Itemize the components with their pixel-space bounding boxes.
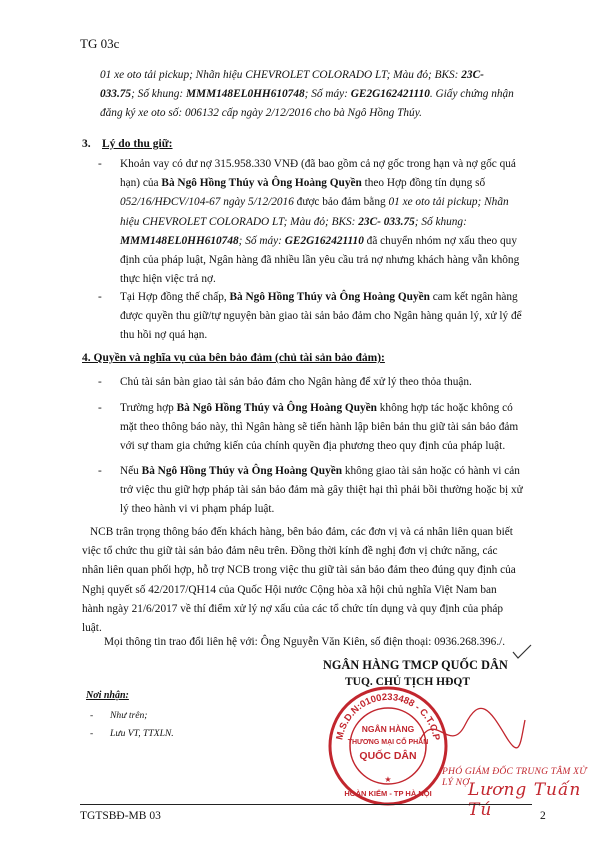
section-4-bullet-2: - Trường hợp Bà Ngô Hồng Thúy và Ông Hoàng Quyền không hợp tác hoặc không có mặt theo thông báo này, thì Ngân hàng sẽ tiến hành lập biên bản thu giữ tài sản bảo đảm với sự tham gia chứng kiến của chính quyền địa phương theo quy định của pháp luật. bbox=[100, 399, 530, 457]
seal-inner-2: THƯƠNG MẠI CỔ PHẦN bbox=[347, 739, 429, 746]
seal-ring-text: M.S.D.N:0100233488 - C.T.C.P bbox=[334, 691, 442, 742]
page-number: 2 bbox=[540, 810, 546, 822]
section-4-bullet-1: - Chủ tài sản bàn giao tài sản bảo đảm cho Ngân hàng để xử lý theo thỏa thuận. bbox=[100, 373, 530, 392]
intro-paragraph bbox=[100, 66, 530, 124]
seal-inner-3: QUỐC DÂN bbox=[359, 750, 417, 762]
handwritten-signature-icon bbox=[410, 700, 530, 760]
closing-paragraph: NCB trân trọng thông báo đến khách hàng, bên bảo đảm, các đơn vị và cá nhân liên quan biết việc tổ chức thu giữ tài sản bảo đảm nêu trên. Đồng thời kính đề nghị đơn vị chức năng, các nhân liên quan phối hợp, hỗ trợ NCB trong việc thu giữ tài sản bảo đảm theo đúng quy định của Nghị quyết số 42/2017/QH14 của Quốc Hội nước Cộng hòa xã hội chủ nghĩa Việt Nam ban hành ngày 21/6/2017 về thí điểm xử lý nợ xấu của các tổ chức tín dụng và quy định của pháp luật. bbox=[82, 526, 516, 635]
seal-star-icon: ★ bbox=[384, 775, 392, 784]
dash-marker: - bbox=[98, 376, 102, 388]
dash-marker: - bbox=[98, 465, 102, 477]
signer-name: Lương Tuấn Tú bbox=[468, 780, 582, 820]
document-code: TG 03c bbox=[80, 36, 120, 51]
signature-bank-name: NGÂN HÀNG TMCP QUỐC DÂN bbox=[323, 658, 508, 672]
deputy-title: PHÓ GIÁM ĐỐC TRUNG TÂM XỬ LÝ NỢ bbox=[442, 766, 587, 788]
recipients-title: Nơi nhận: bbox=[86, 690, 129, 701]
section-3-bullet-1: - Khoản vay có dư nợ 315.958.330 VNĐ (đã bao gồm cả nợ gốc trong hạn và nợ gốc quá hạn) của Bà Ngô Hồng Thúy và Ông Hoàng Quyền theo Hợp đồng tín dụng số 052/16/HĐCV/104-67 ngày 5/12/2016 được bảo đảm bằng 01 xe oto tải pickup; Nhãn hiệu CHEVROLET COLORADO LT; Màu đỏ; BKS: 23C- 033.75; Số khung: MMM148EL0HH610748; Số máy: GE2G162421110 đã chuyển nhóm nợ xấu theo quy định của pháp luật, Ngân hàng đã nhiều lần yêu cầu trả nợ nhưng khách hàng vẫn không thực hiện việc trả nợ. bbox=[100, 155, 530, 289]
intro-line-2: 033.75; Số khung: MMM148EL0HH610748; Số máy: GE2G162421110. Giấy chứng nhận bbox=[100, 88, 514, 101]
intro-line-1: 01 xe oto tải pickup; Nhãn hiệu CHEVROLET COLORADO LT; Màu đỏ; BKS: 23C- bbox=[100, 69, 484, 81]
initial-mark-icon bbox=[510, 642, 534, 662]
footer-divider bbox=[80, 804, 532, 805]
seal-inner-1: NGÂN HÀNG bbox=[361, 724, 415, 734]
dash-marker: - bbox=[98, 402, 102, 414]
section-4-bullet-3: - Nếu Bà Ngô Hồng Thúy và Ông Hoàng Quyền không giao tài sản hoặc có hành vi cản trở việc thu giữ hợp pháp tài sản bảo đảm mà gây thiệt hại thì phải bồi thường hoặc bị xử lý theo hành vi vi phạm pháp luật. bbox=[100, 462, 530, 520]
footer-form-code: TGTSBĐ-MB 03 bbox=[80, 810, 161, 822]
section-3-bullet-2: - Tại Hợp đồng thế chấp, Bà Ngô Hồng Thúy và Ông Hoàng Quyền cam kết ngân hàng được quyền thu giữ/tự nguyện bàn giao tài sản bảo đảm cho Ngân hàng quản lý, xử lý để thu hồi nợ quá hạn. bbox=[100, 288, 530, 346]
contact-line: Mọi thông tin trao đổi liên hệ với: Ông Nguyễn Văn Kiên, số điện thoại: 0936.268.396./. bbox=[104, 636, 506, 648]
signature-role: TUQ. CHỦ TỊCH HĐQT bbox=[345, 676, 471, 688]
dash-marker: - bbox=[98, 291, 102, 303]
seal-bottom-text: HOÀN KIẾM - TP HÀ NỘI bbox=[344, 789, 432, 798]
dash-marker: - bbox=[98, 158, 102, 170]
section-4-title: 4. Quyền và nghĩa vụ của bên bảo đảm (chủ tài sản bảo đảm): bbox=[82, 352, 385, 364]
intro-line-3: đăng ký xe oto số: 006132 cấp ngày 2/12/2016 cho bà Ngô Hồng Thúy. bbox=[100, 107, 422, 120]
recipient-item: - Như trên; bbox=[90, 710, 148, 721]
section-3-title: 3. Lý do thu giữ: bbox=[82, 138, 173, 150]
recipient-item: - Lưu VT, TTXLN. bbox=[90, 728, 174, 739]
